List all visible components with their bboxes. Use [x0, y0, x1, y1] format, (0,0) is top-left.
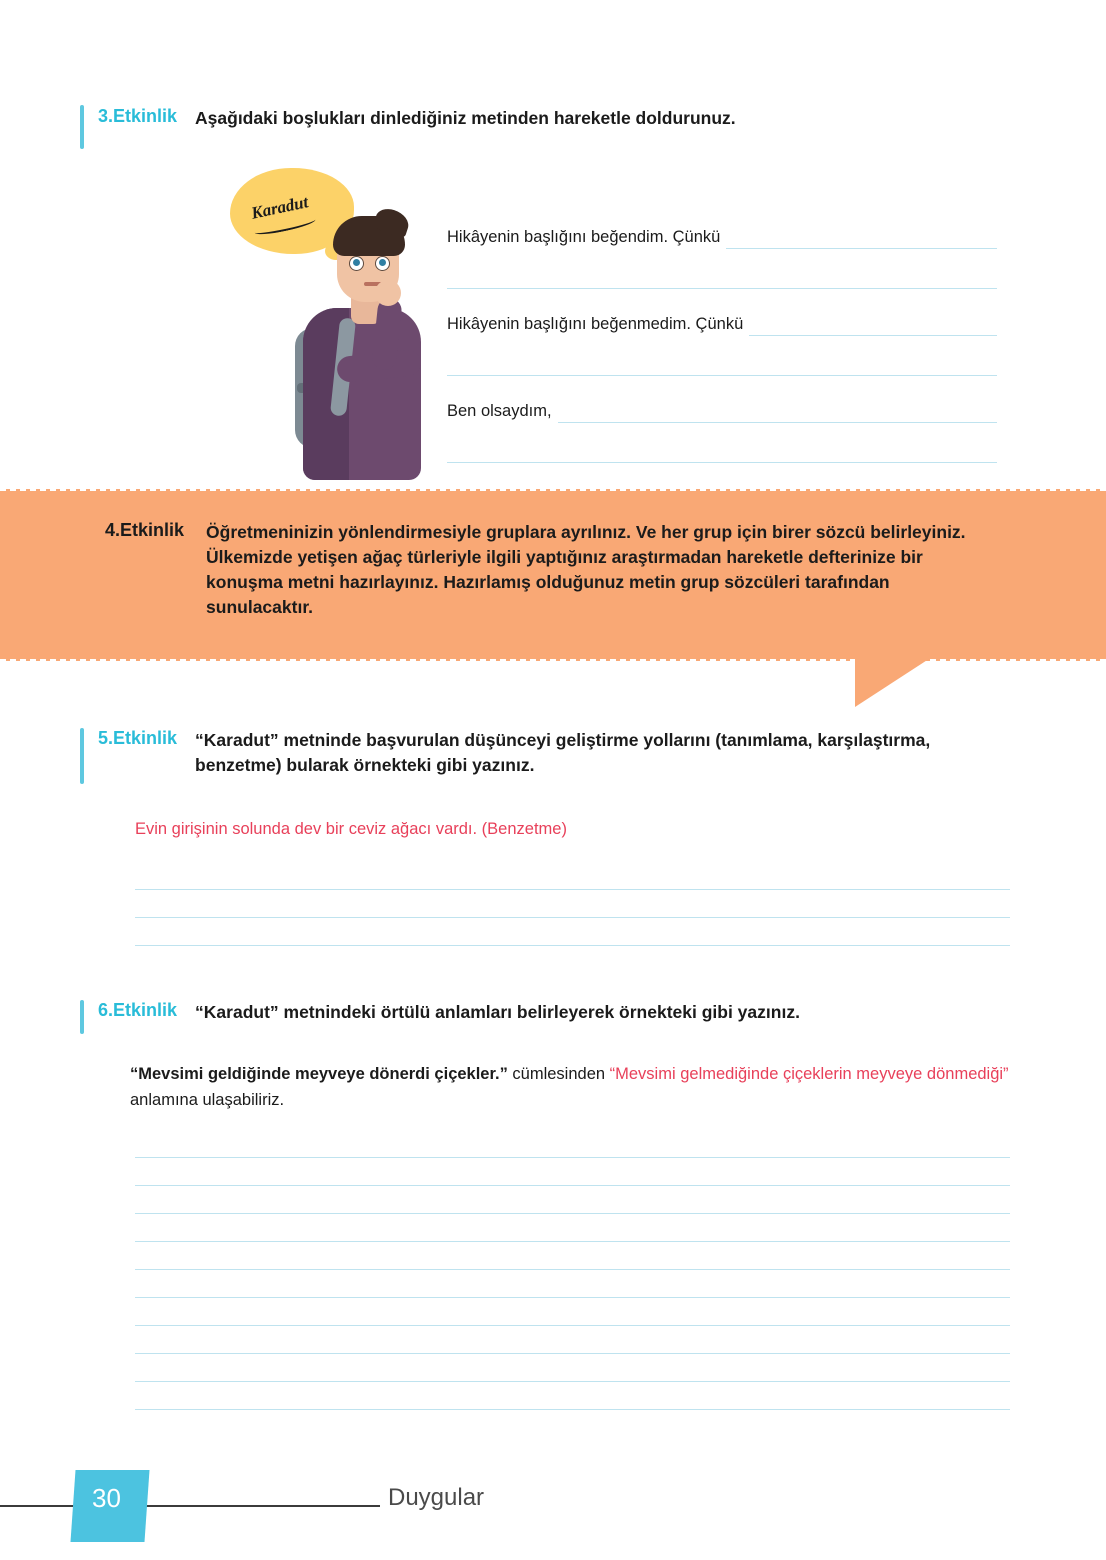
activity-5-number: 5.Etkinlik — [98, 728, 178, 748]
activity-6-example-middle: cümlesinden — [507, 1065, 610, 1083]
fill-prompt-label: Hikâyenin başlığını beğenmedim. Çünkü — [447, 315, 744, 333]
answer-rule[interactable] — [135, 1326, 1010, 1354]
footer-unit-title: Duygular — [388, 1484, 485, 1511]
activity-5-heading — [80, 728, 1040, 784]
activity-accent-bar — [80, 1000, 84, 1034]
thinking-student-illustration — [225, 168, 440, 480]
fill-block — [447, 315, 997, 376]
activity-3-number: 3.Etkinlik — [98, 106, 178, 126]
page-number: 30 — [92, 1483, 121, 1513]
activity-3-instruction: Aşağıdaki boşlukları dinlediğiniz metinden hareketle doldurunuz. — [195, 108, 736, 128]
fill-block — [447, 402, 997, 463]
activity-6-example-tail: anlamına ulaşabiliriz. — [130, 1090, 285, 1109]
answer-rule[interactable] — [135, 1242, 1010, 1270]
activity-accent-bar — [80, 728, 84, 784]
answer-rule[interactable] — [135, 1354, 1010, 1382]
activity-6-heading — [80, 1000, 1050, 1034]
activity-5-example: Evin girişinin solunda dev bir ceviz ağacı vardı. (Benzetme) — [135, 820, 567, 838]
activity-4-instruction: Öğretmeninizin yönlendirmesiyle gruplara ayrılınız. Ve her grup için birer sözcü belirleyiniz. Ülkemizde yetişen ağaç türleriyle ilgili yaptığınız araştırmadan hareketle defterinize bir konuşma metni hazırlayınız. Hazırlamış olduğunuz metin grup sözcüleri tarafından sunulacaktır. — [206, 522, 966, 617]
answer-rule[interactable] — [135, 918, 1010, 946]
answer-rule[interactable] — [558, 404, 997, 423]
answer-rule[interactable] — [135, 1130, 1010, 1158]
student-pupil-right — [379, 259, 386, 266]
student-pupil-left — [353, 259, 360, 266]
fill-prompt-label: Hikâyenin başlığını beğendim. Çünkü — [447, 228, 721, 246]
activity-4-band-tail — [855, 655, 935, 707]
activity-6-answer-lines — [135, 1130, 1010, 1410]
fill-block — [447, 228, 997, 289]
activity-6-example — [130, 1062, 1010, 1113]
answer-rule[interactable] — [135, 862, 1010, 890]
answer-rule[interactable] — [726, 230, 997, 249]
activity-5-instruction: “Karadut” metninde başvurulan düşünceyi geliştirme yollarını (tanımlama, karşılaştırma, benzetme) bularak örnekteki gibi yazınız. — [195, 730, 931, 775]
student-hand — [375, 280, 401, 306]
activity-3-fill-blanks — [447, 228, 997, 489]
activity-4-number: 4.Etkinlik — [105, 520, 185, 540]
answer-rule[interactable] — [135, 1298, 1010, 1326]
answer-rule[interactable] — [135, 1270, 1010, 1298]
thought-bubble-word: Karadut — [249, 192, 310, 223]
activity-5-answer-lines — [135, 862, 1010, 946]
answer-rule[interactable] — [135, 1158, 1010, 1186]
activity-4-heading — [105, 520, 1035, 619]
answer-rule[interactable] — [135, 1186, 1010, 1214]
answer-rule[interactable] — [447, 270, 997, 289]
activity-6-example-red: “Mevsimi gelmediğinde çiçeklerin meyveye dönmediği” — [609, 1065, 1009, 1083]
activity-3-heading — [80, 105, 1040, 149]
answer-rule[interactable] — [135, 1214, 1010, 1242]
activity-6-instruction: “Karadut” metnindeki örtülü anlamları belirleyerek örnekteki gibi yazınız. — [195, 1002, 800, 1022]
answer-rule[interactable] — [447, 444, 997, 463]
fill-prompt-label: Ben olsaydım, — [447, 402, 552, 420]
activity-6-number: 6.Etkinlik — [98, 1000, 178, 1020]
answer-rule[interactable] — [135, 1382, 1010, 1410]
activity-6-example-quote: “Mevsimi geldiğinde meyveye dönerdi çiçekler.” — [130, 1065, 508, 1083]
activity-accent-bar — [80, 105, 84, 149]
answer-rule[interactable] — [749, 317, 997, 336]
footer-divider — [0, 1505, 380, 1507]
answer-rule[interactable] — [135, 890, 1010, 918]
answer-rule[interactable] — [447, 357, 997, 376]
